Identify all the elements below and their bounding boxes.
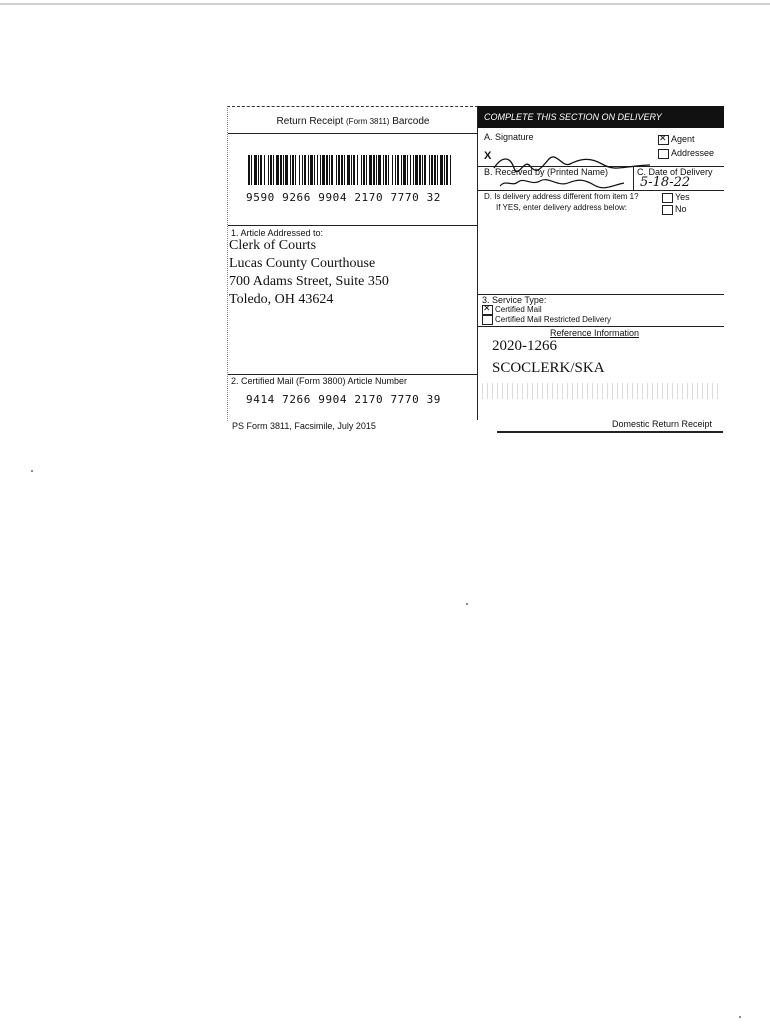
yes-label: Yes bbox=[675, 192, 690, 202]
scan-speck bbox=[739, 1016, 741, 1018]
receipt-header-title: Return Receipt bbox=[276, 116, 344, 127]
reference-label: Reference Information bbox=[550, 328, 640, 338]
receipt-left-panel bbox=[227, 106, 478, 421]
footer-rule bbox=[497, 431, 723, 433]
barcode-bar bbox=[369, 155, 372, 185]
receipt-header-form: (Form 3811) bbox=[346, 117, 390, 126]
barcode-bar bbox=[351, 155, 352, 185]
barcode-bar bbox=[248, 155, 250, 185]
agent-option bbox=[658, 134, 695, 145]
barcode-bar bbox=[258, 155, 259, 185]
address-line: 700 Adams Street, Suite 350 bbox=[229, 274, 389, 289]
certified-mail-label: Certified Mail bbox=[495, 305, 542, 315]
barcode-bar bbox=[285, 155, 288, 185]
divider bbox=[633, 166, 634, 190]
barcode-bar bbox=[322, 155, 325, 185]
barcode-bar bbox=[320, 155, 321, 185]
barcode-bar bbox=[388, 155, 389, 185]
barcode-bar bbox=[403, 155, 406, 185]
barcode-bar bbox=[331, 155, 333, 185]
yes-option bbox=[662, 192, 690, 203]
barcode-bar bbox=[276, 155, 279, 185]
barcode-bar bbox=[413, 155, 414, 185]
delivery-banner: COMPLETE THIS SECTION ON DELIVERY bbox=[478, 106, 724, 128]
barcode-bar bbox=[347, 155, 350, 185]
return-receipt-card bbox=[227, 106, 723, 420]
barcode-bar bbox=[251, 155, 252, 185]
no-label: No bbox=[675, 204, 687, 214]
barcode-bar bbox=[429, 155, 430, 185]
delivery-address-section bbox=[478, 190, 724, 295]
barcode-bar bbox=[304, 155, 306, 185]
barcode-bar bbox=[373, 155, 375, 185]
delivery-date-handwritten: 5-18-22 bbox=[640, 175, 691, 190]
barcode-bar bbox=[341, 155, 343, 185]
barcode-bar bbox=[344, 155, 345, 185]
reference-case-number: 2020-1266 bbox=[492, 338, 557, 354]
barcode-bar bbox=[450, 155, 451, 185]
barcode-bar bbox=[424, 155, 426, 185]
barcode-bar bbox=[280, 155, 282, 185]
yes-checkbox bbox=[662, 193, 673, 203]
divider bbox=[228, 225, 478, 226]
barcode-bar bbox=[295, 155, 296, 185]
barcode-bar bbox=[357, 155, 358, 185]
recipient-address bbox=[229, 237, 389, 309]
barcode-bar bbox=[437, 155, 438, 185]
barcode-bar bbox=[440, 155, 443, 185]
agent-checkbox bbox=[658, 135, 669, 145]
barcode-bar bbox=[308, 155, 309, 185]
restricted-delivery-option bbox=[482, 315, 611, 325]
barcode-bar bbox=[378, 155, 381, 185]
barcode-bar bbox=[434, 155, 436, 185]
barcode-bar bbox=[444, 155, 445, 185]
barcode-bar bbox=[314, 155, 315, 185]
barcode-bar bbox=[353, 155, 355, 185]
address-line: Toledo, OH 43624 bbox=[229, 292, 334, 307]
addressee-checkbox bbox=[658, 149, 669, 159]
article-number-label: 2. Certified Mail (Form 3800) Article Number bbox=[231, 376, 408, 386]
restricted-delivery-checkbox bbox=[482, 315, 493, 325]
barcode-bar bbox=[366, 155, 367, 185]
divider bbox=[228, 374, 478, 375]
barcode-bar bbox=[415, 155, 418, 185]
form-footer: PS Form 3811, Facsimile, July 2015 bbox=[232, 421, 376, 431]
barcode-bar bbox=[363, 155, 365, 185]
barcode-bar bbox=[376, 155, 377, 185]
barcode-bar bbox=[283, 155, 284, 185]
barcode-bar bbox=[446, 155, 448, 185]
agent-label: Agent bbox=[671, 134, 695, 144]
reference-code: SCOCLERK/SKA bbox=[492, 360, 605, 376]
receipt-right-panel bbox=[477, 106, 724, 420]
barcode-graphic bbox=[248, 155, 452, 185]
barcode-bar bbox=[395, 155, 396, 185]
signature-label: A. Signature bbox=[484, 132, 534, 142]
barcode-bar bbox=[419, 155, 421, 185]
barcode-bar bbox=[310, 155, 313, 185]
delivery-question: D. Is delivery address different from item 1? bbox=[484, 192, 639, 201]
barcode-bar bbox=[338, 155, 340, 185]
reference-section bbox=[478, 326, 724, 416]
restricted-delivery-label: Certified Mail Restricted Delivery bbox=[495, 315, 612, 325]
barcode-bar bbox=[302, 155, 303, 185]
receipt-header-suffix: Barcode bbox=[392, 116, 430, 127]
scan-edge-line bbox=[0, 3, 770, 5]
barcode-bar bbox=[410, 155, 411, 185]
barcode-bar bbox=[329, 155, 330, 185]
barcode-bar bbox=[273, 155, 274, 185]
scan-speck bbox=[31, 470, 33, 472]
certified-mail-option bbox=[482, 305, 542, 315]
barcode-bar bbox=[299, 155, 300, 185]
barcode-bar bbox=[397, 155, 399, 185]
article-number: 9414 7266 9904 2170 7770 39 bbox=[246, 393, 442, 406]
tracking-number: 9590 9266 9904 2170 7770 32 bbox=[246, 191, 442, 204]
barcode-bar bbox=[422, 155, 423, 185]
article-addressed-label: 1. Article Addressed to: bbox=[231, 228, 324, 238]
signature-section bbox=[478, 130, 724, 167]
no-checkbox bbox=[662, 205, 673, 215]
receipt-header bbox=[228, 111, 478, 134]
barcode-bar bbox=[383, 155, 384, 185]
addressee-label: Addressee bbox=[671, 148, 715, 158]
barcode-bar bbox=[260, 155, 262, 185]
address-line: Lucas County Courthouse bbox=[229, 256, 376, 271]
scan-speck bbox=[466, 603, 468, 605]
service-type-label: 3. Service Type: bbox=[482, 295, 547, 305]
barcode-bar bbox=[254, 155, 257, 185]
barcode-bar bbox=[326, 155, 328, 185]
barcode-bar bbox=[361, 155, 362, 185]
barcode-bar bbox=[392, 155, 393, 185]
handwritten-printed-name bbox=[498, 177, 626, 189]
delivery-date-label: C. Date of Delivery bbox=[637, 167, 713, 177]
signature-x-mark: X bbox=[484, 150, 492, 162]
barcode-bar bbox=[407, 155, 408, 185]
barcode-bar bbox=[317, 155, 318, 185]
faded-barcode-remnant bbox=[482, 383, 722, 399]
receipt-type-footer: Domestic Return Receipt bbox=[612, 419, 713, 429]
barcode-bar bbox=[290, 155, 291, 185]
address-line: Clerk of Courts bbox=[229, 238, 317, 253]
barcode-bar bbox=[385, 155, 387, 185]
service-type-section bbox=[478, 294, 724, 327]
barcode-bar bbox=[264, 155, 265, 185]
barcode-bar bbox=[431, 155, 433, 185]
received-by-label: B. Received by (Printed Name) bbox=[484, 167, 609, 177]
barcode-bar bbox=[268, 155, 269, 185]
barcode-bar bbox=[336, 155, 337, 185]
certified-mail-checkbox bbox=[482, 305, 493, 315]
barcode-bar bbox=[270, 155, 272, 185]
addressee-option bbox=[658, 148, 714, 159]
barcode-bar bbox=[401, 155, 402, 185]
no-option bbox=[662, 204, 687, 215]
received-section bbox=[478, 166, 724, 191]
delivery-if-yes: If YES, enter delivery address below: bbox=[496, 203, 628, 212]
barcode-bar bbox=[292, 155, 294, 185]
